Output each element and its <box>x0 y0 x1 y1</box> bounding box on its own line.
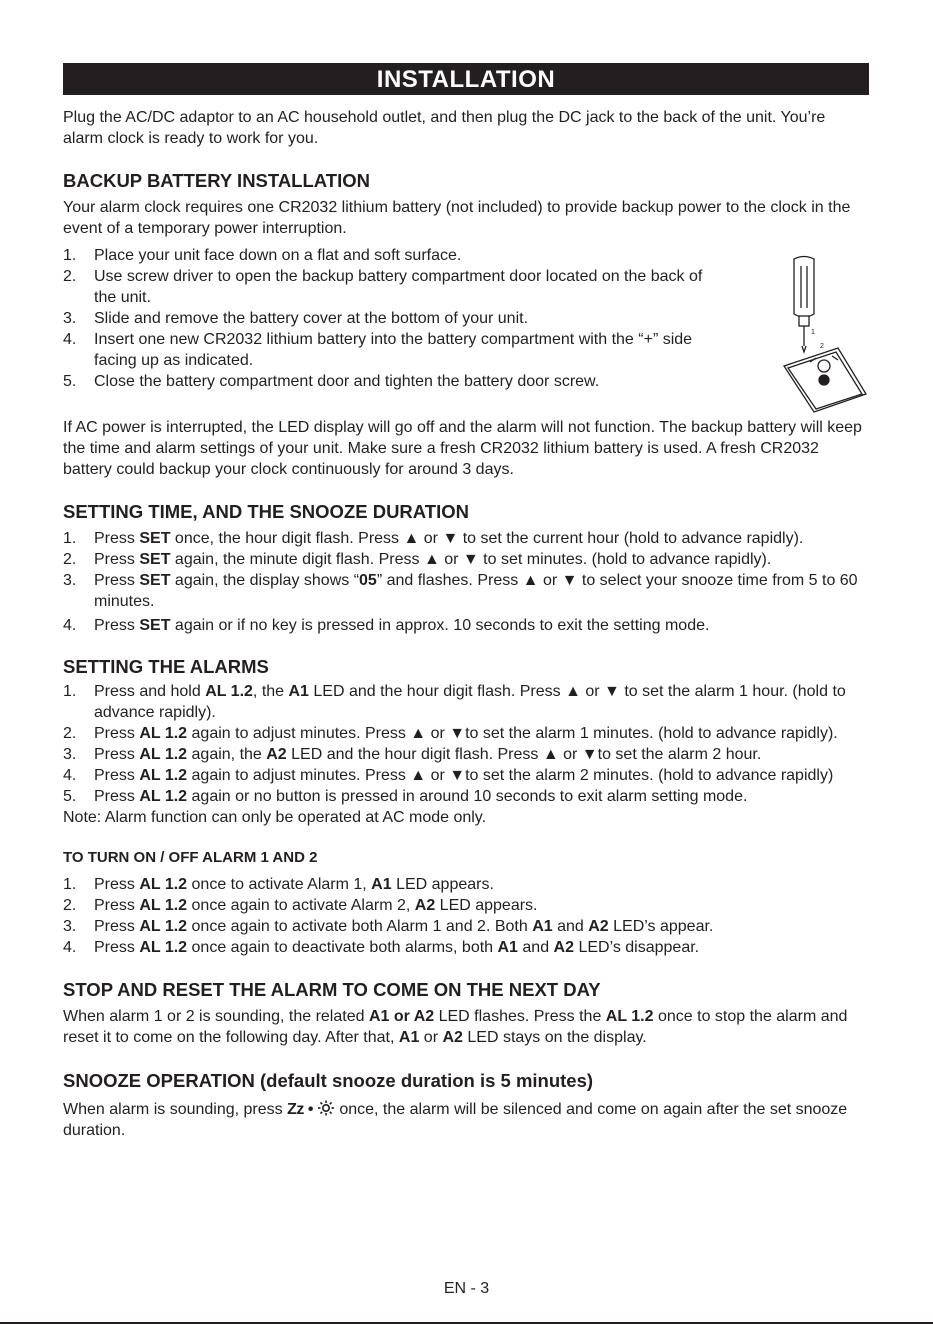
list-item: 1. Press and hold AL 1.2, the A1 LED and the hour digit flash. Press ▲ or ▼ to set the alarm 1 hour. (hold to advance rapidly). <box>63 683 846 721</box>
list-item: 3. Press SET again, the display shows “05” and flashes. Press ▲ or ▼ to select your snooze time from 5 to 60 minutes. <box>63 572 858 610</box>
list-item: 2. Use screw driver to open the backup battery compartment door located on the back of the unit. <box>63 268 703 306</box>
backup-note: If AC power is interrupted, the LED display will go off and the alarm will not function. The backup battery will keep the time and alarm settings of your unit. Make sure a fresh CR2032 lithium battery is used. A fresh CR2032 battery could backup your clock continuously for around 3 days. <box>63 419 862 478</box>
light-icon <box>317 1100 335 1116</box>
alarms-steps <box>63 681 869 807</box>
snooze-light-symbol: Zz • <box>287 1101 335 1118</box>
setting-time-steps <box>63 528 869 636</box>
alarms-heading: SETTING THE ALARMS <box>63 656 269 677</box>
page-number: EN - 3 <box>443 1280 490 1297</box>
snooze-heading: SNOOZE OPERATION (default snooze duration is 5 minutes) <box>63 1070 594 1091</box>
list-item: 1. Place your unit face down on a flat and soft surface. <box>63 247 462 264</box>
backup-intro: Your alarm clock requires one CR2032 lithium battery (not included) to provide backup power to the clock in the event of a temporary power interruption. <box>63 199 851 237</box>
turn-on-off-steps <box>63 874 869 958</box>
list-item: 1. Press AL 1.2 once to activate Alarm 1, A1 LED appears. <box>63 876 494 893</box>
list-item: 1. Press SET once, the hour digit flash. Press ▲ or ▼ to set the current hour (hold to advance rapidly). <box>63 530 804 547</box>
list-item: 2. Press SET again, the minute digit flash. Press ▲ or ▼ to set minutes. (hold to advance rapidly). <box>63 551 772 568</box>
page-banner: INSTALLATION <box>63 63 869 95</box>
backup-steps <box>63 245 713 392</box>
illustration-label-2: 2 <box>820 343 824 350</box>
list-item: 2. Press AL 1.2 again to adjust minutes. Press ▲ or ▼to set the alarm 1 minutes. (hold to advance rapidly). <box>63 725 838 742</box>
snooze-paragraph: When alarm is sounding, press Zz • once, the alarm will be silenced and come on again after the set snooze duration. <box>63 1101 848 1139</box>
battery-installation-illustration <box>780 254 870 414</box>
screwdriver-icon <box>794 257 814 353</box>
list-item: 3. Press AL 1.2 once again to activate both Alarm 1 and 2. Both A1 and A2 LED’s appear. <box>63 918 714 935</box>
alarms-note: Note: Alarm function can only be operated at AC mode only. <box>63 809 487 826</box>
list-item: 5. Press AL 1.2 again or no button is pressed in around 10 seconds to exit alarm setting mode. <box>63 788 748 805</box>
list-item: 4. Press SET again or if no key is pressed in approx. 10 seconds to exit the setting mode. <box>63 617 710 634</box>
turn-on-off-heading: TO TURN ON / OFF ALARM 1 AND 2 <box>63 849 318 866</box>
list-item: 3. Press AL 1.2 again, the A2 LED and the hour digit flash. Press ▲ or ▼to set the alarm 2 hour. <box>63 746 762 763</box>
intro-paragraph: Plug the AC/DC adaptor to an AC household outlet, and then plug the DC jack to the back of the unit. You’re alarm clock is ready to work for you. <box>63 109 826 147</box>
list-item: 4. Press AL 1.2 once again to deactivate both alarms, both A1 and A2 LED’s disappear. <box>63 939 700 956</box>
list-item: 3. Slide and remove the battery cover at the bottom of your unit. <box>63 310 529 327</box>
list-item: 2. Press AL 1.2 once again to activate Alarm 2, A2 LED appears. <box>63 897 538 914</box>
list-item: 5. Close the battery compartment door and tighten the battery door screw. <box>63 373 600 390</box>
stop-reset-paragraph: When alarm 1 or 2 is sounding, the related A1 or A2 LED flashes. Press the AL 1.2 once to stop the alarm and reset it to come on the following day. After that, A1 or A2 LED stays on the display. <box>63 1008 848 1046</box>
setting-time-heading: SETTING TIME, AND THE SNOOZE DURATION <box>63 501 469 522</box>
backup-heading: BACKUP BATTERY INSTALLATION <box>63 170 370 191</box>
illustration-label-1: 1 <box>811 329 815 336</box>
stop-reset-heading: STOP AND RESET THE ALARM TO COME ON THE NEXT DAY <box>63 979 601 1000</box>
battery-compartment-icon <box>784 348 866 412</box>
list-item: 4. Press AL 1.2 again to adjust minutes. Press ▲ or ▼to set the alarm 2 minutes. (hold to advance rapidly) <box>63 767 834 784</box>
manual-page <box>63 63 869 1141</box>
list-item: 4. Insert one new CR2032 lithium battery into the battery compartment with the “+” side facing up as indicated. <box>63 331 693 369</box>
